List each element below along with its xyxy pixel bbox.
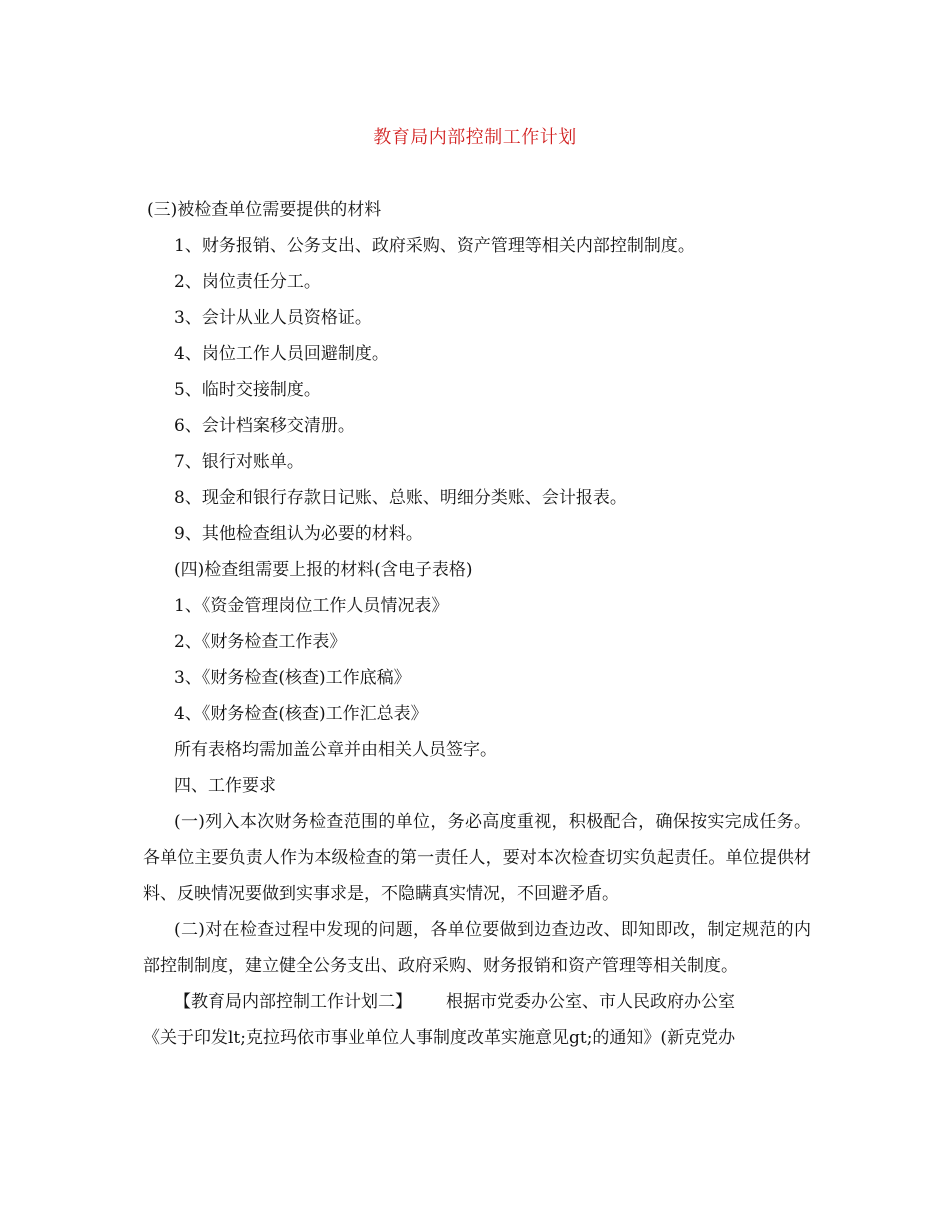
document-body [143,192,811,1056]
list-item: 3、《财务检查(核查)工作底稿》 [174,668,411,688]
list-item: 2、《财务检查工作表》 [174,632,347,652]
plan-two-label: 【教育局内部控制工作计划二】 [174,992,412,1012]
list-item: 4、岗位工作人员回避制度。 [174,344,389,364]
list-item: 4、《财务检查(核查)工作汇总表》 [174,704,428,724]
section-heading-materials-reported: (四)检查组需要上报的材料(含电子表格) [174,560,473,580]
list-item: 9、其他检查组认为必要的材料。 [174,524,423,544]
section-heading-work-requirements: 四、工作要求 [174,776,276,796]
requirement-paragraph-1: (一)列入本次财务检查范围的单位，务必高度重视，积极配合，确保按实完成任务。各单位主要负责人作为本级检查的第一责任人，要对本次检查切实负起责任。单位提供材料、反映情况要做到实事求是，不隐瞒真实情况，不回避矛盾。 [143,812,811,904]
list-item: 1、财务报销、公务支出、政府采购、资产管理等相关内部控制制度。 [174,236,695,256]
list-item: 5、临时交接制度。 [174,380,321,400]
list-item: 3、会计从业人员资格证。 [174,308,372,328]
requirement-paragraph-2: (二)对在检查过程中发现的问题，各单位要做到边查边改、即知即改，制定规范的内部控制制度，建立健全公务支出、政府采购、财务报销和资产管理等相关制度。 [143,920,811,976]
signature-note: 所有表格均需加盖公章并由相关人员签字。 [174,740,497,760]
list-item: 8、现金和银行存款日记账、总账、明细分类账、会计报表。 [174,488,627,508]
plan-two-intro [143,984,811,1056]
plan-two-text-continued: 《关于印发lt;克拉玛依市事业单位人事制度改革实施意见gt;的通知》(新克党办 [143,1028,736,1048]
list-item: 1、《资金管理岗位工作人员情况表》 [174,596,449,616]
plan-two-text: 根据市党委办公室、市人民政府办公室 [446,992,735,1012]
document-title: 教育局内部控制工作计划 [373,127,577,148]
list-item: 6、会计档案移交清册。 [174,416,355,436]
section-heading-materials-provided: (三)被检查单位需要提供的材料 [147,200,382,220]
list-item: 2、岗位责任分工。 [174,272,321,292]
list-item: 7、银行对账单。 [174,452,304,472]
